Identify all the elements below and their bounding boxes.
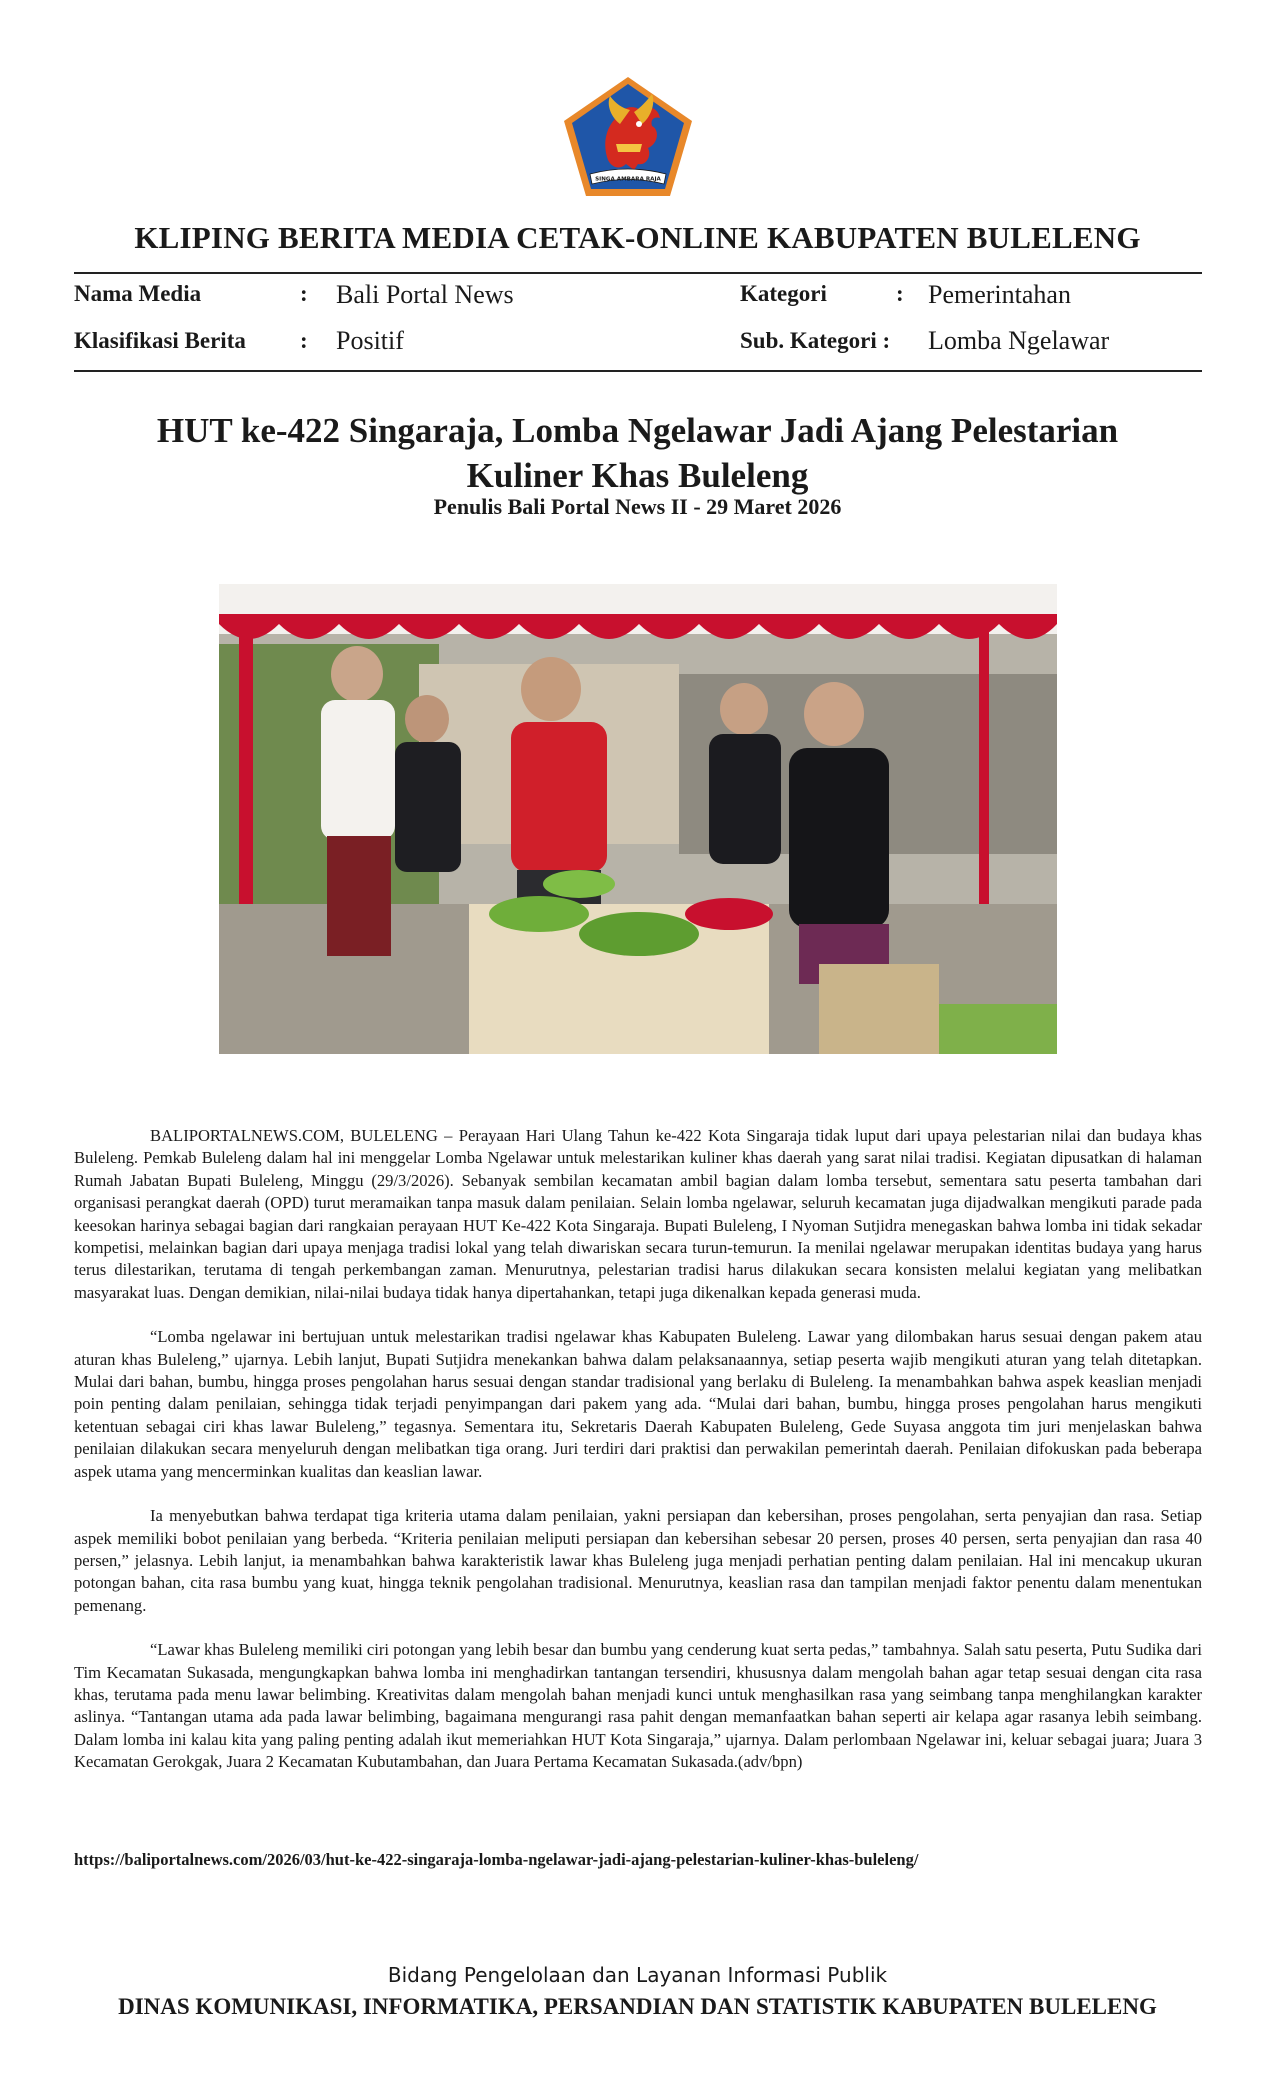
subcategory-value: Lomba Ngelawar (928, 326, 1110, 355)
footer-agency: DINAS KOMUNIKASI, INFORMATIKA, PERSANDIAN DAN STATISTIK KABUPATEN BULELENG (118, 1994, 1157, 2019)
article-paragraph-4: “Lawar khas Buleleng memiliki ciri potongan yang lebih besar dan bumbu yang cenderung kuat serta pedas,” tambahnya. Salah satu peserta, Putu Sudika dari Tim Kecamatan Sukasada, mengungkapkan bahwa lomba ini menghadirkan tantangan tersendiri, khususnya dalam mengolah bahan agar tetap sesuai dengan cita rasa khas, terutama pada menu lawar belimbing. Kreativitas dalam mengolah bahan menjadi kunci untuk menghasilkan rasa yang seimbang tanpa menghilangkan karakter aslinya. “Tantangan utama ada pada lawar belimbing, bagaimana mengurangi rasa pahit dengan memanfaatkan bahan seperti air kelapa agar rasanya lebih seimbang. Dalam lomba ini kalau kita yang paling penting adalah ikut memeriahkan HUT Kota Singaraja,” ujarnya. Dalam perlombaan Ngelawar ini, keluar sebagai juara; Juara 3 Kecamatan Gerokgak, Juara 2 Kecamatan Kubutambahan, dan Juara Pertama Kecamatan Sukasada.(adv/bpn) (74, 1640, 1202, 1772)
media-value: Bali Portal News (336, 280, 514, 309)
article-paragraph-3: Ia menyebutkan bahwa terdapat tiga kriteria utama dalam penilaian, yakni persiapan dan kebersihan, proses pengolahan, serta penyajian dan rasa. Setiap aspek memiliki bobot penilaian yang berbeda. “Kriteria penilaian meliputi persiapan dan kebersihan sebesar 20 persen, proses 40 persen, serta penyajian dan rasa 40 persen,” jelasnya. Lebih lanjut, ia menambahkan bahwa karakteristik lawar khas Buleleng juga menjadi perhatian penting dalam penilaian. Hal ini mencakup ukuran potongan bahan, cita rasa bumbu yang kuat, hingga teknik pengolahan tradisional. Menurutnya, keaslian rasa dan tampilan menjadi faktor penentu dalam menentukan pemenang. (74, 1506, 1202, 1615)
article-paragraph-2: “Lomba ngelawar ini bertujuan untuk melestarikan tradisi ngelawar khas Kabupaten Buleleng. Lawar yang dilombakan harus sesuai dengan pakem atau aturan khas Buleleng,” ujarnya. Lebih lanjut, Bupati Sutjidra menekankan bahwa dalam pelaksanaannya, setiap peserta wajib mengikuti aturan yang telah ditetapkan. Mulai dari bahan, bumbu, hingga proses pengolahan harus sesuai dengan standar tradisional yang berlaku di Buleleng. Ia menambahkan bahwa aspek keaslian menjadi poin penting dalam penilaian, sehingga tidak terjadi penyimpangan dari pakem yang ada. “Mulai dari bahan, bumbu, hingga proses pengolahan harus mengikuti ketentuan sebagai ciri khas lawar Buleleng,” tegasnya. Sementara itu, Sekretaris Daerah Kabupaten Buleleng, Gede Suyasa anggota tim juri menjelaskan bahwa penilaian dilakukan secara menyeluruh dengan melibatkan tiga orang. Juri terdiri dari praktisi dan perwakilan pemerintah daerah. Penilaian difokuskan pada beberapa aspek utama yang mencerminkan kualitas dan keaslian lawar. (74, 1327, 1202, 1481)
document-title: KLIPING BERITA MEDIA CETAK-ONLINE KABUPATEN BULELENG (134, 220, 1141, 255)
article-photo (219, 584, 1057, 1054)
source-link[interactable]: https://baliportalnews.com/2026/03/hut-ke-422-singaraja-lomba-ngelawar-jadi-ajang-pelestarian-kuliner-khas-buleleng/ (74, 1850, 919, 1869)
category-colon: : (896, 281, 904, 306)
media-label: Nama Media (74, 281, 202, 306)
buleleng-emblem-icon (560, 74, 696, 200)
top-divider (74, 272, 1202, 274)
category-value: Pemerintahan (928, 280, 1071, 309)
media-colon: : (300, 281, 308, 306)
category-label: Kategori (740, 281, 827, 306)
logo-motto: SINGA AMBARA RAJA (595, 176, 661, 183)
bottom-divider (74, 370, 1202, 372)
regency-logo (560, 74, 696, 200)
classification-colon: : (300, 328, 308, 353)
article-headline (100, 408, 1175, 498)
classification-value: Positif (336, 326, 404, 355)
headline-line-1: HUT ke-422 Singaraja, Lomba Ngelawar Jadi Ajang Pelestarian (156, 411, 1119, 450)
article-byline: Penulis Bali Portal News II - 29 Maret 2026 (433, 494, 842, 519)
headline-line-2: Kuliner Khas Buleleng (466, 456, 809, 495)
subcategory-label: Sub. Kategori : (740, 328, 891, 353)
classification-label: Klasifikasi Berita (74, 328, 246, 353)
event-photo-image (219, 584, 1057, 1054)
footer-division: Bidang Pengelolaan dan Layanan Informasi Publik (387, 1963, 888, 1987)
article-paragraph-1: BALIPORTALNEWS.COM, BULELENG – Perayaan Hari Ulang Tahun ke-422 Kota Singaraja tidak luput dari upaya pelestarian nilai dan budaya khas Buleleng. Pemkab Buleleng dalam hal ini menggelar Lomba Ngelawar untuk melestarikan kuliner khas daerah yang sarat nilai tradisi. Kegiatan dipusatkan di halaman Rumah Jabatan Bupati Buleleng, Minggu (29/3/2026). Sebanyak sembilan kecamatan ambil bagian dalam lomba tersebut, sementara satu peserta tambahan dari organisasi perangkat daerah (OPD) turut meramaikan tanpa masuk dalam penilaian. Selain lomba ngelawar, seluruh kecamatan juga dijadwalkan mengikuti parade pada keesokan harinya sebagai bagian dari rangkaian perayaan HUT Ke-422 Kota Singaraja. Bupati Buleleng, I Nyoman Sutjidra menegaskan bahwa lomba ini tidak sekadar kompetisi, melainkan bagian dari upaya menjaga tradisi lokal yang telah diwariskan secara turun-temurun. Ia menilai ngelawar merupakan identitas budaya yang harus terus dilestarikan, terutama di tengah perkembangan zaman. Menurutnya, pelestarian tradisi harus dilakukan secara konsisten melalui kegiatan yang melibatkan masyarakat luas. Dengan demikian, nilai-nilai budaya tidak hanya dipertahankan, tetapi juga dikenalkan kepada generasi muda. (74, 1126, 1202, 1302)
article-body (74, 1125, 1202, 1796)
